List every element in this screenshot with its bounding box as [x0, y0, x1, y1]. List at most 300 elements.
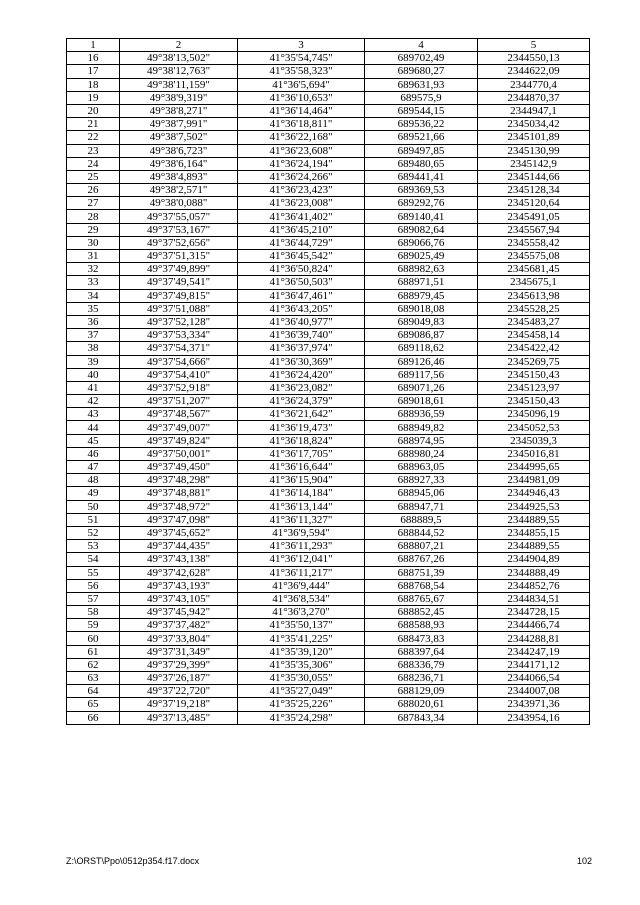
cell-longitude: 41°36'47,461" — [238, 289, 365, 302]
table-row — [67, 645, 590, 658]
cell-latitude: 49°37'52,918" — [120, 381, 238, 394]
cell-latitude: 49°37'48,298" — [120, 474, 238, 487]
cell-y-coordinate: 2344007,08 — [478, 685, 590, 698]
cell-y-coordinate: 2344171,12 — [478, 658, 590, 671]
cell-longitude: 41°36'11,217" — [238, 566, 365, 579]
cell-x-coordinate: 688767,26 — [365, 553, 478, 566]
cell-latitude: 49°37'51,315" — [120, 250, 238, 263]
cell-point-number: 55 — [67, 566, 120, 579]
cell-latitude: 49°37'49,007" — [120, 421, 238, 434]
cell-point-number: 25 — [67, 170, 120, 183]
cell-longitude: 41°36'50,503" — [238, 276, 365, 289]
cell-x-coordinate: 688963,05 — [365, 461, 478, 474]
cell-x-coordinate: 688889,5 — [365, 513, 478, 526]
cell-x-coordinate: 688947,71 — [365, 500, 478, 513]
cell-point-number: 63 — [67, 672, 120, 685]
cell-y-coordinate: 2344288,81 — [478, 632, 590, 645]
cell-point-number: 27 — [67, 197, 120, 210]
cell-latitude: 49°38'11,159" — [120, 78, 238, 91]
cell-latitude: 49°38'0,088" — [120, 197, 238, 210]
cell-x-coordinate: 689497,85 — [365, 144, 478, 157]
cell-point-number: 50 — [67, 500, 120, 513]
cell-latitude: 49°38'4,893" — [120, 170, 238, 183]
table-row — [67, 672, 590, 685]
cell-point-number: 61 — [67, 645, 120, 658]
cell-latitude: 49°37'54,371" — [120, 342, 238, 355]
cell-latitude: 49°37'49,815" — [120, 289, 238, 302]
cell-x-coordinate: 688129,09 — [365, 685, 478, 698]
table-row — [67, 632, 590, 645]
cell-x-coordinate: 689536,22 — [365, 118, 478, 131]
cell-latitude: 49°38'13,502" — [120, 52, 238, 65]
cell-point-number: 21 — [67, 118, 120, 131]
cell-latitude: 49°38'6,723" — [120, 144, 238, 157]
cell-longitude: 41°36'22,168" — [238, 131, 365, 144]
table-row — [67, 566, 590, 579]
table-row — [67, 474, 590, 487]
cell-longitude: 41°35'39,120" — [238, 645, 365, 658]
table-row — [67, 513, 590, 526]
cell-y-coordinate: 2345123,97 — [478, 381, 590, 394]
cell-latitude: 49°37'48,972" — [120, 500, 238, 513]
cell-x-coordinate: 688949,82 — [365, 421, 478, 434]
cell-longitude: 41°36'21,642" — [238, 408, 365, 421]
cell-longitude: 41°36'9,594" — [238, 526, 365, 539]
cell-latitude: 49°37'19,218" — [120, 698, 238, 711]
cell-point-number: 49 — [67, 487, 120, 500]
cell-y-coordinate: 2345150,43 — [478, 395, 590, 408]
cell-longitude: 41°36'50,824" — [238, 263, 365, 276]
header-cell-longitude: 3 — [238, 39, 365, 52]
table-row — [67, 434, 590, 447]
cell-point-number: 64 — [67, 685, 120, 698]
cell-y-coordinate: 2344728,15 — [478, 606, 590, 619]
cell-point-number: 53 — [67, 540, 120, 553]
table-row — [67, 592, 590, 605]
cell-longitude: 41°36'43,205" — [238, 302, 365, 315]
cell-latitude: 49°37'26,187" — [120, 672, 238, 685]
cell-point-number: 26 — [67, 184, 120, 197]
cell-y-coordinate: 2345483,27 — [478, 315, 590, 328]
table-body — [67, 52, 590, 725]
cell-point-number: 33 — [67, 276, 120, 289]
cell-x-coordinate: 689292,76 — [365, 197, 478, 210]
cell-x-coordinate: 688974,95 — [365, 434, 478, 447]
cell-longitude: 41°35'41,225" — [238, 632, 365, 645]
cell-latitude: 49°38'8,271" — [120, 104, 238, 117]
cell-point-number: 37 — [67, 329, 120, 342]
cell-x-coordinate: 688945,06 — [365, 487, 478, 500]
cell-y-coordinate: 2344247,19 — [478, 645, 590, 658]
cell-latitude: 49°37'44,435" — [120, 540, 238, 553]
cell-longitude: 41°36'23,082" — [238, 381, 365, 394]
cell-y-coordinate: 2345528,25 — [478, 302, 590, 315]
cell-longitude: 41°36'18,824" — [238, 434, 365, 447]
cell-longitude: 41°36'19,473" — [238, 421, 365, 434]
cell-x-coordinate: 688336,79 — [365, 658, 478, 671]
cell-point-number: 65 — [67, 698, 120, 711]
table-row — [67, 289, 590, 302]
cell-longitude: 41°35'50,137" — [238, 619, 365, 632]
cell-latitude: 49°38'12,763" — [120, 65, 238, 78]
cell-longitude: 41°36'3,270" — [238, 606, 365, 619]
cell-longitude: 41°36'16,644" — [238, 461, 365, 474]
cell-x-coordinate: 688982,63 — [365, 263, 478, 276]
cell-x-coordinate: 689025,49 — [365, 250, 478, 263]
cell-latitude: 49°37'53,167" — [120, 223, 238, 236]
cell-latitude: 49°37'33,804" — [120, 632, 238, 645]
cell-point-number: 58 — [67, 606, 120, 619]
cell-latitude: 49°37'54,410" — [120, 368, 238, 381]
cell-x-coordinate: 689126,46 — [365, 355, 478, 368]
cell-x-coordinate: 689480,65 — [365, 157, 478, 170]
cell-latitude: 49°37'43,138" — [120, 553, 238, 566]
cell-longitude: 41°36'10,653" — [238, 91, 365, 104]
cell-y-coordinate: 2345567,94 — [478, 223, 590, 236]
cell-y-coordinate: 2345052,53 — [478, 421, 590, 434]
table-row — [67, 91, 590, 104]
table-row — [67, 421, 590, 434]
cell-y-coordinate: 2344995,65 — [478, 461, 590, 474]
cell-point-number: 51 — [67, 513, 120, 526]
cell-longitude: 41°36'23,423" — [238, 184, 365, 197]
cell-y-coordinate: 2344834,51 — [478, 592, 590, 605]
cell-point-number: 57 — [67, 592, 120, 605]
cell-point-number: 44 — [67, 421, 120, 434]
cell-y-coordinate: 2344925,53 — [478, 500, 590, 513]
cell-point-number: 39 — [67, 355, 120, 368]
cell-point-number: 30 — [67, 236, 120, 249]
cell-longitude: 41°35'27,049" — [238, 685, 365, 698]
cell-latitude: 49°38'2,571" — [120, 184, 238, 197]
cell-point-number: 48 — [67, 474, 120, 487]
cell-x-coordinate: 688236,71 — [365, 672, 478, 685]
cell-longitude: 41°35'58,323" — [238, 65, 365, 78]
cell-y-coordinate: 2344947,1 — [478, 104, 590, 117]
cell-point-number: 17 — [67, 65, 120, 78]
cell-longitude: 41°35'35,306" — [238, 658, 365, 671]
cell-latitude: 49°37'31,349" — [120, 645, 238, 658]
cell-y-coordinate: 2345681,45 — [478, 263, 590, 276]
cell-point-number: 41 — [67, 381, 120, 394]
cell-point-number: 62 — [67, 658, 120, 671]
cell-y-coordinate: 2345613,98 — [478, 289, 590, 302]
cell-latitude: 49°37'53,334" — [120, 329, 238, 342]
cell-point-number: 43 — [67, 408, 120, 421]
table-row — [67, 157, 590, 170]
cell-latitude: 49°38'7,991" — [120, 118, 238, 131]
cell-longitude: 41°36'41,402" — [238, 210, 365, 223]
cell-x-coordinate: 689575,9 — [365, 91, 478, 104]
cell-y-coordinate: 2344904,89 — [478, 553, 590, 566]
cell-x-coordinate: 689018,61 — [365, 395, 478, 408]
cell-x-coordinate: 688807,21 — [365, 540, 478, 553]
cell-y-coordinate: 2344889,55 — [478, 540, 590, 553]
cell-point-number: 40 — [67, 368, 120, 381]
table-row — [67, 698, 590, 711]
cell-x-coordinate: 688397,64 — [365, 645, 478, 658]
cell-x-coordinate: 688473,83 — [365, 632, 478, 645]
table-row — [67, 197, 590, 210]
header-cell-x-coordinate: 4 — [365, 39, 478, 52]
cell-y-coordinate: 2345150,43 — [478, 368, 590, 381]
cell-longitude: 41°36'40,977" — [238, 315, 365, 328]
cell-longitude: 41°36'24,379" — [238, 395, 365, 408]
cell-longitude: 41°36'24,194" — [238, 157, 365, 170]
cell-longitude: 41°36'5,694" — [238, 78, 365, 91]
cell-latitude: 49°37'22,720" — [120, 685, 238, 698]
cell-x-coordinate: 689018,08 — [365, 302, 478, 315]
cell-y-coordinate: 2344550,13 — [478, 52, 590, 65]
table-row — [67, 131, 590, 144]
cell-latitude: 49°37'51,207" — [120, 395, 238, 408]
table-header-row — [67, 39, 590, 52]
cell-latitude: 49°37'45,942" — [120, 606, 238, 619]
table-row — [67, 236, 590, 249]
cell-x-coordinate: 688980,24 — [365, 447, 478, 460]
cell-longitude: 41°36'15,904" — [238, 474, 365, 487]
cell-point-number: 19 — [67, 91, 120, 104]
header-cell-y-coordinate: 5 — [478, 39, 590, 52]
cell-y-coordinate: 2344466,74 — [478, 619, 590, 632]
cell-y-coordinate: 2344870,37 — [478, 91, 590, 104]
cell-x-coordinate: 689082,64 — [365, 223, 478, 236]
cell-y-coordinate: 2345130,99 — [478, 144, 590, 157]
cell-y-coordinate: 2345101,89 — [478, 131, 590, 144]
cell-x-coordinate: 689049,83 — [365, 315, 478, 328]
cell-longitude: 41°36'18,811" — [238, 118, 365, 131]
cell-longitude: 41°35'25,226" — [238, 698, 365, 711]
cell-point-number: 45 — [67, 434, 120, 447]
cell-y-coordinate: 2345120,64 — [478, 197, 590, 210]
cell-point-number: 16 — [67, 52, 120, 65]
table-row — [67, 540, 590, 553]
cell-x-coordinate: 688971,51 — [365, 276, 478, 289]
cell-longitude: 41°36'13,144" — [238, 500, 365, 513]
table-row — [67, 461, 590, 474]
header-cell-point-number: 1 — [67, 39, 120, 52]
cell-latitude: 49°37'29,399" — [120, 658, 238, 671]
cell-longitude: 41°36'11,293" — [238, 540, 365, 553]
cell-x-coordinate: 688852,45 — [365, 606, 478, 619]
cell-y-coordinate: 2345491,05 — [478, 210, 590, 223]
cell-point-number: 23 — [67, 144, 120, 157]
cell-point-number: 38 — [67, 342, 120, 355]
table-row — [67, 210, 590, 223]
cell-longitude: 41°36'17,705" — [238, 447, 365, 460]
cell-latitude: 49°37'52,656" — [120, 236, 238, 249]
cell-y-coordinate: 2343971,36 — [478, 698, 590, 711]
cell-longitude: 41°36'23,608" — [238, 144, 365, 157]
table-row — [67, 408, 590, 421]
cell-x-coordinate: 689521,66 — [365, 131, 478, 144]
cell-y-coordinate: 2345269,75 — [478, 355, 590, 368]
cell-longitude: 41°35'30,055" — [238, 672, 365, 685]
cell-latitude: 49°37'43,193" — [120, 579, 238, 592]
cell-latitude: 49°37'51,088" — [120, 302, 238, 315]
cell-latitude: 49°37'48,881" — [120, 487, 238, 500]
cell-longitude: 41°36'37,974" — [238, 342, 365, 355]
cell-longitude: 41°36'14,184" — [238, 487, 365, 500]
cell-latitude: 49°38'6,164" — [120, 157, 238, 170]
cell-y-coordinate: 2344946,43 — [478, 487, 590, 500]
cell-y-coordinate: 2345558,42 — [478, 236, 590, 249]
cell-latitude: 49°37'52,128" — [120, 315, 238, 328]
table-row — [67, 65, 590, 78]
cell-y-coordinate: 2344888,49 — [478, 566, 590, 579]
cell-x-coordinate: 689117,56 — [365, 368, 478, 381]
cell-y-coordinate: 2345034,42 — [478, 118, 590, 131]
cell-x-coordinate: 689066,76 — [365, 236, 478, 249]
cell-point-number: 35 — [67, 302, 120, 315]
cell-y-coordinate: 2345422,42 — [478, 342, 590, 355]
cell-latitude: 49°37'49,541" — [120, 276, 238, 289]
cell-latitude: 49°37'45,652" — [120, 526, 238, 539]
cell-point-number: 52 — [67, 526, 120, 539]
table-row — [67, 276, 590, 289]
table-row — [67, 658, 590, 671]
header-cell-latitude: 2 — [120, 39, 238, 52]
cell-y-coordinate: 2345039,3 — [478, 434, 590, 447]
table-row — [67, 250, 590, 263]
table-row — [67, 368, 590, 381]
cell-x-coordinate: 688020,61 — [365, 698, 478, 711]
table-row — [67, 263, 590, 276]
table-row — [67, 302, 590, 315]
cell-y-coordinate: 2344622,09 — [478, 65, 590, 78]
cell-x-coordinate: 688844,52 — [365, 526, 478, 539]
coordinates-table — [66, 38, 590, 725]
cell-y-coordinate: 2345575,08 — [478, 250, 590, 263]
cell-longitude: 41°36'23,008" — [238, 197, 365, 210]
table-row — [67, 78, 590, 91]
cell-y-coordinate: 2344855,15 — [478, 526, 590, 539]
cell-latitude: 49°38'9,319" — [120, 91, 238, 104]
cell-y-coordinate: 2344852,76 — [478, 579, 590, 592]
cell-point-number: 66 — [67, 711, 120, 724]
cell-x-coordinate: 689086,87 — [365, 329, 478, 342]
table-row — [67, 144, 590, 157]
table-row — [67, 553, 590, 566]
footer-file-path: Z:\ORST\Ppo\0512p354.f17.docx — [66, 856, 200, 866]
cell-x-coordinate: 689680,27 — [365, 65, 478, 78]
table-row — [67, 104, 590, 117]
table-row — [67, 315, 590, 328]
cell-point-number: 60 — [67, 632, 120, 645]
cell-x-coordinate: 689071,26 — [365, 381, 478, 394]
cell-point-number: 54 — [67, 553, 120, 566]
table-row — [67, 526, 590, 539]
cell-longitude: 41°36'12,041" — [238, 553, 365, 566]
cell-latitude: 49°37'13,485" — [120, 711, 238, 724]
table-row — [67, 395, 590, 408]
cell-x-coordinate: 689702,49 — [365, 52, 478, 65]
cell-point-number: 22 — [67, 131, 120, 144]
cell-longitude: 41°36'24,266" — [238, 170, 365, 183]
cell-x-coordinate: 688588,93 — [365, 619, 478, 632]
cell-y-coordinate: 2345458,14 — [478, 329, 590, 342]
cell-point-number: 42 — [67, 395, 120, 408]
table-row — [67, 223, 590, 236]
cell-point-number: 47 — [67, 461, 120, 474]
cell-latitude: 49°37'54,666" — [120, 355, 238, 368]
cell-longitude: 41°36'24,420" — [238, 368, 365, 381]
cell-x-coordinate: 688979,45 — [365, 289, 478, 302]
cell-longitude: 41°36'45,210" — [238, 223, 365, 236]
cell-x-coordinate: 688768,54 — [365, 579, 478, 592]
cell-point-number: 28 — [67, 210, 120, 223]
cell-point-number: 56 — [67, 579, 120, 592]
cell-point-number: 46 — [67, 447, 120, 460]
cell-x-coordinate: 687843,34 — [365, 711, 478, 724]
cell-point-number: 18 — [67, 78, 120, 91]
cell-longitude: 41°36'44,729" — [238, 236, 365, 249]
cell-latitude: 49°37'49,899" — [120, 263, 238, 276]
cell-point-number: 59 — [67, 619, 120, 632]
cell-latitude: 49°37'49,450" — [120, 461, 238, 474]
table-row — [67, 579, 590, 592]
cell-point-number: 36 — [67, 315, 120, 328]
cell-y-coordinate: 2345096,19 — [478, 408, 590, 421]
cell-y-coordinate: 2345142,9 — [478, 157, 590, 170]
table-row — [67, 487, 590, 500]
table-row — [67, 342, 590, 355]
cell-x-coordinate: 689140,41 — [365, 210, 478, 223]
cell-longitude: 41°36'39,740" — [238, 329, 365, 342]
cell-x-coordinate: 688927,33 — [365, 474, 478, 487]
table-row — [67, 381, 590, 394]
table-row — [67, 118, 590, 131]
cell-longitude: 41°36'45,542" — [238, 250, 365, 263]
table-row — [67, 184, 590, 197]
cell-y-coordinate: 2344770,4 — [478, 78, 590, 91]
cell-latitude: 49°37'49,824" — [120, 434, 238, 447]
table-row — [67, 619, 590, 632]
table-row — [67, 606, 590, 619]
cell-y-coordinate: 2345128,34 — [478, 184, 590, 197]
cell-longitude: 41°36'9,444" — [238, 579, 365, 592]
table-row — [67, 447, 590, 460]
cell-x-coordinate: 689631,93 — [365, 78, 478, 91]
cell-y-coordinate: 2344066,54 — [478, 672, 590, 685]
cell-x-coordinate: 689544,15 — [365, 104, 478, 117]
cell-y-coordinate: 2344889,55 — [478, 513, 590, 526]
cell-longitude: 41°36'11,327" — [238, 513, 365, 526]
table-row — [67, 170, 590, 183]
cell-y-coordinate: 2345675,1 — [478, 276, 590, 289]
cell-latitude: 49°37'47,098" — [120, 513, 238, 526]
cell-point-number: 31 — [67, 250, 120, 263]
cell-longitude: 41°35'54,745" — [238, 52, 365, 65]
cell-x-coordinate: 689441,41 — [365, 170, 478, 183]
table-row — [67, 52, 590, 65]
cell-longitude: 41°36'8,534" — [238, 592, 365, 605]
cell-x-coordinate: 688765,67 — [365, 592, 478, 605]
table-row — [67, 329, 590, 342]
cell-point-number: 20 — [67, 104, 120, 117]
cell-x-coordinate: 688751,39 — [365, 566, 478, 579]
cell-x-coordinate: 689369,53 — [365, 184, 478, 197]
cell-longitude: 41°36'30,369" — [238, 355, 365, 368]
cell-point-number: 24 — [67, 157, 120, 170]
cell-x-coordinate: 688936,59 — [365, 408, 478, 421]
cell-latitude: 49°37'42,628" — [120, 566, 238, 579]
cell-latitude: 49°37'55,057" — [120, 210, 238, 223]
cell-x-coordinate: 689118,62 — [365, 342, 478, 355]
table-row — [67, 355, 590, 368]
cell-y-coordinate: 2345016,81 — [478, 447, 590, 460]
cell-latitude: 49°37'37,482" — [120, 619, 238, 632]
